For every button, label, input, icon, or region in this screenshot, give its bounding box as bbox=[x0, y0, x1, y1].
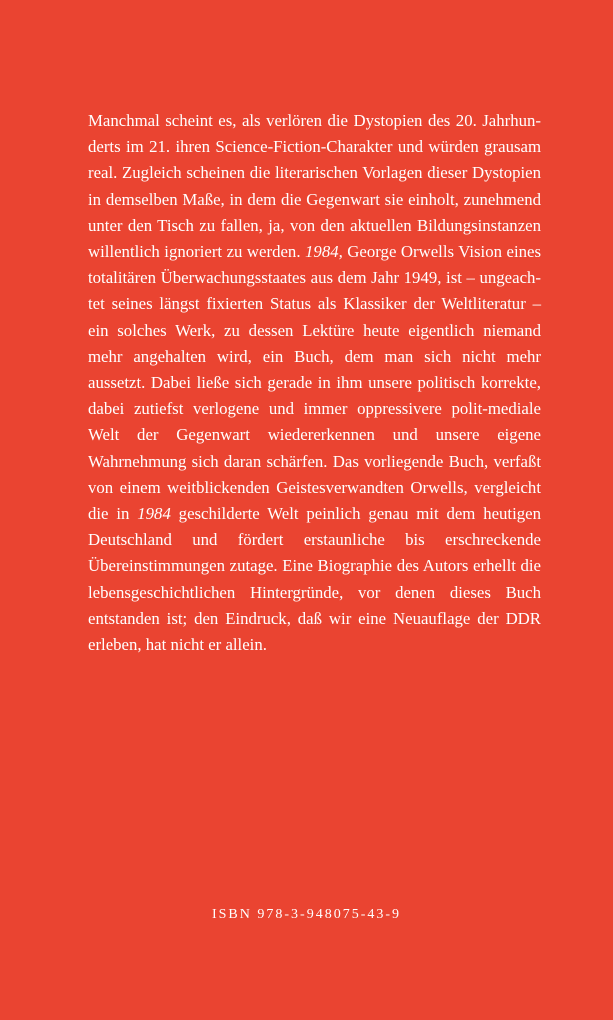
book-title-reference: 1984, bbox=[305, 242, 343, 262]
isbn-number: ISBN 978-3-948075-43-9 bbox=[211, 907, 402, 922]
blurb-part-2: George Orwells Vision eines totalitären Überwachungsstaates aus dem Jahr 1949, ist – ungeachtet seines längst fixierten Status als Klassiker der Weltliteratur – ein solches Werk, zu dessen Lektüre heute eigentlich niemand mehr angehalten wird, ein Buch, dem man sich nicht mehr aussetzt. Dabei ließe sich gerade in ihm unsere politisch korrekte, dabei zutiefst verlogene und immer oppressivere polit-mediale Welt der Gegenwart wiedererkennen und unsere eigene Wahrnehmung sich daran schärfen. Das vorliegende Buch, verfaßt von einem weitblickenden Geistesverwandten Orwells, vergleicht die in bbox=[88, 242, 541, 524]
book-title-reference: 1984 bbox=[137, 504, 171, 524]
blurb-part-3: geschilderte Welt peinlich genau mit dem heutigen Deutschland und fördert erstaunliche bis erschreckende Übereinstimmungen zutage. Eine Biographie des Autors erhellt die lebensgeschichtlichen Hintergründe, vor denen dieses Buch entstanden ist; den Eindruck, daß wir eine Neuauflage der DDR erleben, hat nicht er allein. bbox=[88, 504, 541, 655]
blurb-part-1: Manchmal scheint es, als verlören die Dystopien des 20. Jahrhunderts im 21. ihren Science-Fiction-Charakter und würden grausam real. Zugleich scheinen die literarischen Vorlagen dieser Dystopien in demselben Maße, in dem die Gegenwart sie einholt, zunehmend unter den Tisch zu fallen, ja, von den aktuellen Bildungsinstanzen willentlich ignoriert zu werden. bbox=[88, 111, 541, 262]
blurb-text bbox=[88, 108, 541, 658]
